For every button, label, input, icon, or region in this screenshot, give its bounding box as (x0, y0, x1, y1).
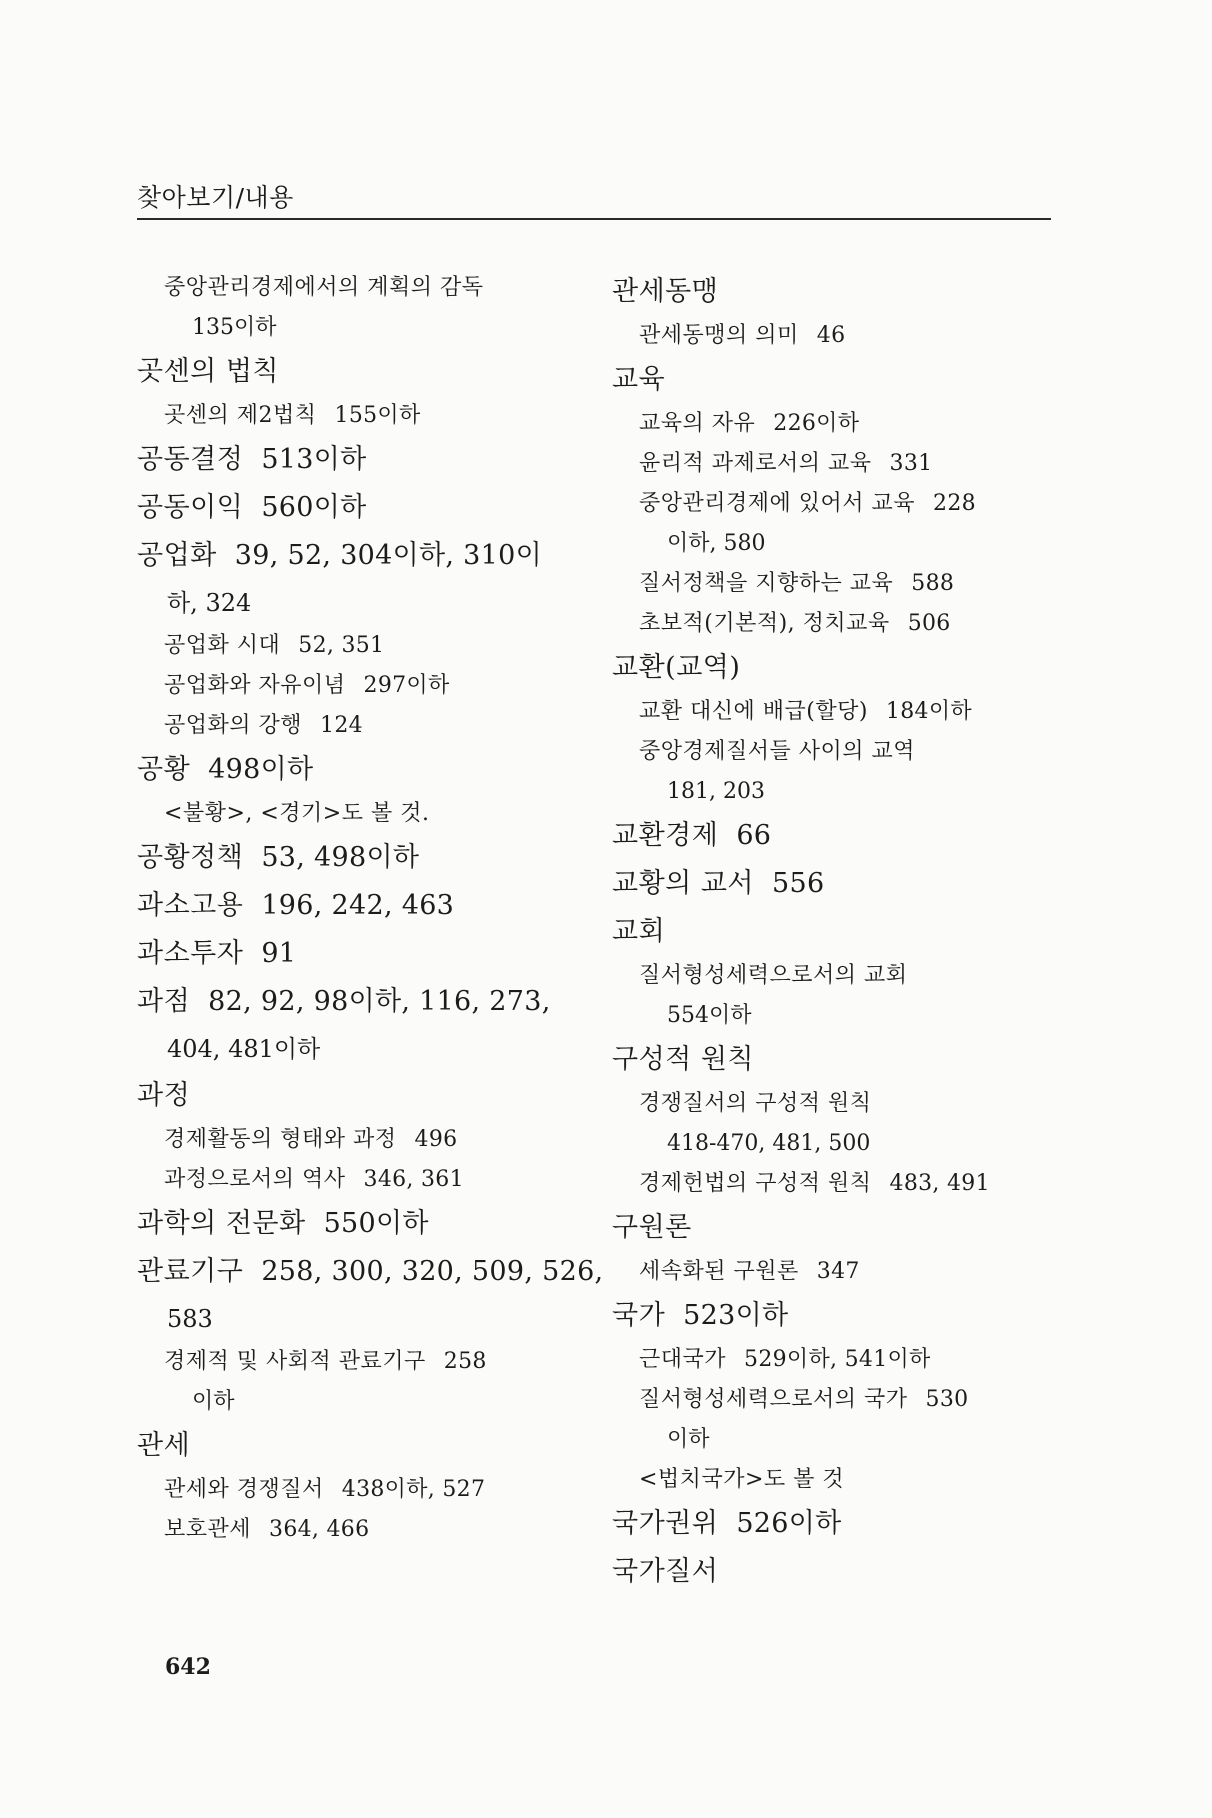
index-term: 중앙관리경제에서의 계획의 감독 (164, 275, 484, 300)
index-entry (612, 772, 1057, 812)
page-references: 258, 300, 320, 509, 526, (261, 1256, 604, 1287)
index-term: 질서형성세력으로서의 교회 (639, 963, 908, 988)
index-entry (137, 1026, 577, 1072)
index-entry (612, 404, 1057, 444)
page-references: 이하 (667, 1427, 710, 1452)
index-entry (137, 532, 577, 580)
index-term: 윤리적 과제로서의 교육 (639, 451, 872, 476)
index-entry (137, 626, 577, 666)
index-entry (137, 1072, 577, 1120)
index-entry (612, 564, 1057, 604)
index-entry (612, 1340, 1057, 1380)
page-references: 91 (261, 938, 297, 969)
page-references: 523이하 (683, 1300, 789, 1331)
index-entry (137, 1200, 577, 1248)
index-entry (612, 1420, 1057, 1460)
index-entry (137, 666, 577, 706)
index-term: 과정으로서의 역사 (164, 1167, 346, 1192)
page-references: 530 (925, 1387, 969, 1412)
index-term: <불황>, <경기>도 볼 것. (164, 801, 430, 826)
page-references: 181, 203 (667, 779, 765, 804)
index-term: 관세 (137, 1430, 191, 1461)
index-entry (612, 996, 1057, 1036)
index-term: 과소투자 (137, 938, 244, 969)
page-references: 588 (911, 571, 955, 596)
page-references: 66 (736, 820, 772, 851)
index-entry (612, 316, 1057, 356)
index-term: 공업화 (137, 540, 217, 571)
index-entry (612, 1124, 1057, 1164)
page-references: 226이하 (773, 411, 860, 436)
index-entry (612, 692, 1057, 732)
index-entry (137, 834, 577, 882)
page-references: 554이하 (667, 1003, 752, 1028)
index-term: 공업화 시대 (164, 633, 281, 658)
index-entry (612, 268, 1057, 316)
index-entry (612, 1164, 1057, 1204)
page-references: 155이하 (334, 403, 421, 428)
index-term: 근대국가 (639, 1347, 727, 1372)
index-entry (612, 1292, 1057, 1340)
index-term: 공동결정 (137, 444, 244, 475)
index-entry (137, 1120, 577, 1160)
index-entry (612, 732, 1057, 772)
index-term: 초보적(기본적), 정치교육 (639, 611, 890, 636)
page-references: 506 (907, 611, 951, 636)
index-term: 곳센의 법칙 (137, 356, 279, 387)
index-term: 교환(교역) (612, 652, 741, 683)
index-term: 관세동맹의 의미 (639, 323, 799, 348)
page-references: 82, 92, 98이하, 116, 273, (208, 986, 551, 1017)
index-term: 관료기구 (137, 1256, 244, 1287)
index-term: 경제적 및 사회적 관료기구 (164, 1349, 426, 1374)
index-entry (612, 956, 1057, 996)
index-term: 공업화의 강행 (164, 713, 303, 738)
page-references: 하, 324 (167, 589, 252, 617)
index-term: 관세동맹 (612, 276, 719, 307)
index-entry (137, 436, 577, 484)
index-entry (612, 604, 1057, 644)
index-entry (612, 1548, 1057, 1596)
index-term: 중앙경제질서들 사이의 교역 (639, 739, 916, 764)
page-references: 483, 491 (889, 1171, 990, 1196)
index-term: 공업화와 자유이념 (164, 673, 346, 698)
index-term: 과정 (137, 1080, 191, 1111)
page-references: 135이하 (192, 315, 277, 340)
index-term: 경제활동의 형태와 과정 (164, 1127, 397, 1152)
page-references: 498이하 (208, 754, 314, 785)
page-references: 124 (320, 713, 363, 738)
index-term: <법치국가>도 볼 것 (639, 1467, 845, 1492)
index-entry (612, 1460, 1057, 1500)
index-term: 국가 (612, 1300, 666, 1331)
index-term: 중앙관리경제에 있어서 교육 (639, 491, 916, 516)
index-term: 구원론 (612, 1212, 692, 1243)
page-references: 496 (414, 1127, 458, 1152)
index-entry (137, 978, 577, 1026)
index-entry (612, 1084, 1057, 1124)
index-entry (137, 1342, 577, 1382)
index-entry (137, 484, 577, 532)
page-references: 297이하 (363, 673, 450, 698)
page-references: 이하 (192, 1389, 235, 1414)
index-term: 세속화된 구원론 (639, 1259, 799, 1284)
index-entry (612, 1380, 1057, 1420)
index-entry (612, 1500, 1057, 1548)
index-term: 공동이익 (137, 492, 244, 523)
page-references: 438이하, 527 (341, 1477, 486, 1502)
index-entry (137, 882, 577, 930)
index-entry (137, 396, 577, 436)
index-term: 과점 (137, 986, 191, 1017)
index-term: 교육 (612, 364, 666, 395)
index-entry (612, 860, 1057, 908)
index-entry (137, 930, 577, 978)
index-entry (137, 1248, 604, 1296)
index-term: 교황의 교서 (612, 868, 754, 899)
index-entry (612, 356, 1057, 404)
index-term: 공황정책 (137, 842, 244, 873)
page-references: 53, 498이하 (261, 842, 420, 873)
index-entry (137, 1296, 577, 1342)
page-references: 550이하 (323, 1208, 429, 1239)
index-term: 경쟁질서의 구성적 원칙 (639, 1091, 872, 1116)
index-entry (137, 308, 577, 348)
header-title: 찾아보기/내용 (137, 183, 294, 212)
index-term: 과소고용 (137, 890, 244, 921)
index-term: 공황 (137, 754, 191, 785)
page-references: 331 (889, 451, 933, 476)
page-references: 418-470, 481, 500 (667, 1131, 871, 1156)
page-references: 347 (816, 1259, 860, 1284)
page-references: 364, 466 (269, 1517, 370, 1542)
page-references: 258 (443, 1349, 487, 1374)
page-references: 52, 351 (298, 633, 385, 658)
index-entry (612, 1036, 1057, 1084)
index-term: 과학의 전문화 (137, 1208, 306, 1239)
index-entry (137, 746, 577, 794)
page-references: 583 (167, 1305, 213, 1333)
page-references: 184이하 (885, 699, 972, 724)
index-term: 질서형성세력으로서의 국가 (639, 1387, 908, 1412)
index-entry (137, 1422, 577, 1470)
index-term: 경제헌법의 구성적 원칙 (639, 1171, 872, 1196)
index-term: 곳센의 제2법칙 (164, 403, 317, 428)
page-references: 529이하, 541이하 (744, 1347, 931, 1372)
index-term: 구성적 원칙 (612, 1044, 754, 1075)
index-entry (612, 644, 1057, 692)
index-entry (137, 794, 577, 834)
index-term: 보호관세 (164, 1517, 252, 1542)
index-entry (612, 524, 1057, 564)
page-references: 346, 361 (363, 1167, 464, 1192)
index-entry (612, 812, 1057, 860)
index-entry (612, 484, 1057, 524)
page-references: 이하, 580 (667, 531, 766, 556)
index-term: 교육의 자유 (639, 411, 756, 436)
page-references: 560이하 (261, 492, 367, 523)
page-references: 513이하 (261, 444, 367, 475)
index-entry (612, 1252, 1057, 1292)
page-references: 526이하 (736, 1508, 842, 1539)
index-entry (137, 268, 577, 308)
index-term: 국가질서 (612, 1556, 719, 1587)
page-references: 404, 481이하 (167, 1035, 321, 1063)
index-entry (137, 1160, 577, 1200)
index-entry (137, 706, 577, 746)
index-entry (137, 1382, 577, 1422)
index-entry (612, 908, 1057, 956)
index-term: 교환경제 (612, 820, 719, 851)
page-references: 39, 52, 304이하, 310이 (234, 540, 542, 571)
index-entry (137, 580, 577, 626)
page-number: 642 (165, 1654, 211, 1680)
index-entry (612, 444, 1057, 484)
index-entry (137, 1470, 577, 1510)
index-entry (137, 1510, 577, 1550)
index-entry (612, 1204, 1057, 1252)
running-header (137, 176, 1051, 220)
index-term: 관세와 경쟁질서 (164, 1477, 324, 1502)
index-term: 교환 대신에 배급(할당) (639, 699, 868, 724)
page-references: 196, 242, 463 (261, 890, 455, 921)
page-references: 228 (933, 491, 976, 516)
index-column-right (612, 268, 1057, 1596)
index-term: 교회 (612, 916, 666, 947)
index-term: 국가권위 (612, 1508, 719, 1539)
index-entry (137, 348, 577, 396)
page-references: 46 (816, 323, 846, 348)
index-term: 질서정책을 지향하는 교육 (639, 571, 894, 596)
page-references: 556 (772, 868, 825, 899)
index-column-left (137, 268, 604, 1550)
